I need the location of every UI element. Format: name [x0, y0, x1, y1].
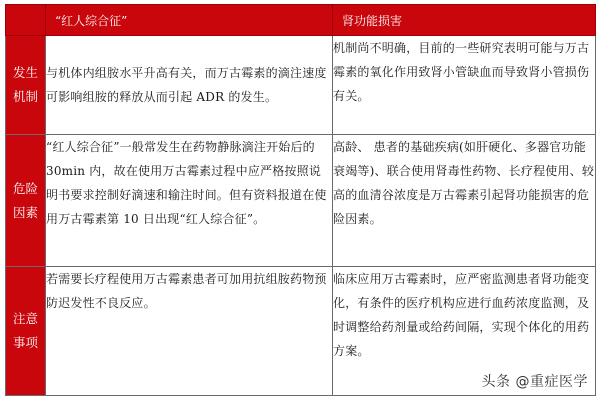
row-label-line: 危险	[12, 180, 38, 196]
row-label-risk-factors	[6, 135, 46, 267]
row-label-line: 因素	[12, 204, 38, 220]
cell-risk-red-man: “红人综合征”一般常发生在药物静脉滴注开始后的 30min 内，故在使用万古霉素过程中应严格按照说明书要求控制好滴速和输注时间。但有资料报道在使用万古霉素第 10 日出现“红人综合征”。	[46, 135, 333, 267]
table-row-risk-factors	[6, 135, 596, 267]
row-label-mechanism	[6, 36, 46, 135]
cell-precautions-renal: 临床应用万古霉素时，应严密监测患者肾功能变化，有条件的医疗机构应进行血药浓度监测，及时调整给药剂量或给药间隔，实现个体化的用药方案。	[333, 267, 596, 396]
row-label-line: 事项	[12, 335, 38, 350]
watermark: 头条 @重症医学	[481, 374, 588, 390]
comparison-table	[5, 4, 596, 396]
row-label-line: 机制	[12, 89, 38, 104]
cell-precautions-red-man: 若需要长疗程使用万古霉素患者可加用抗组胺药物预防迟发性不良反应。	[46, 267, 333, 396]
header-renal-damage: 肾功能损害	[333, 5, 596, 36]
row-label-line: 发生	[12, 65, 38, 80]
table-row-mechanism	[6, 36, 596, 135]
header-row	[6, 5, 596, 36]
cell-mechanism-red-man: 与机体内组胺水平升高有关，而万古霉素的滴注速度可影响组胺的释放从而引起 ADR 的发生。	[46, 36, 333, 135]
header-corner-cell	[6, 5, 46, 36]
cell-risk-renal: 高龄、 患者的基础疾病(如肝硬化、多器官功能衰竭等)、联合使用肾毒性药物、长疗程使用、较高的血清谷浓度是万古霉素引起肾功能损害的危险因素。	[333, 135, 596, 267]
row-label-line: 注意	[12, 311, 38, 326]
row-label-precautions	[6, 267, 46, 396]
header-red-man-syndrome: “红人综合征”	[46, 5, 333, 36]
cell-mechanism-renal: 机制尚不明确，目前的一些研究表明可能与万古霉素的氧化作用致肾小管缺血而导致肾小管损伤有关。	[333, 36, 596, 135]
